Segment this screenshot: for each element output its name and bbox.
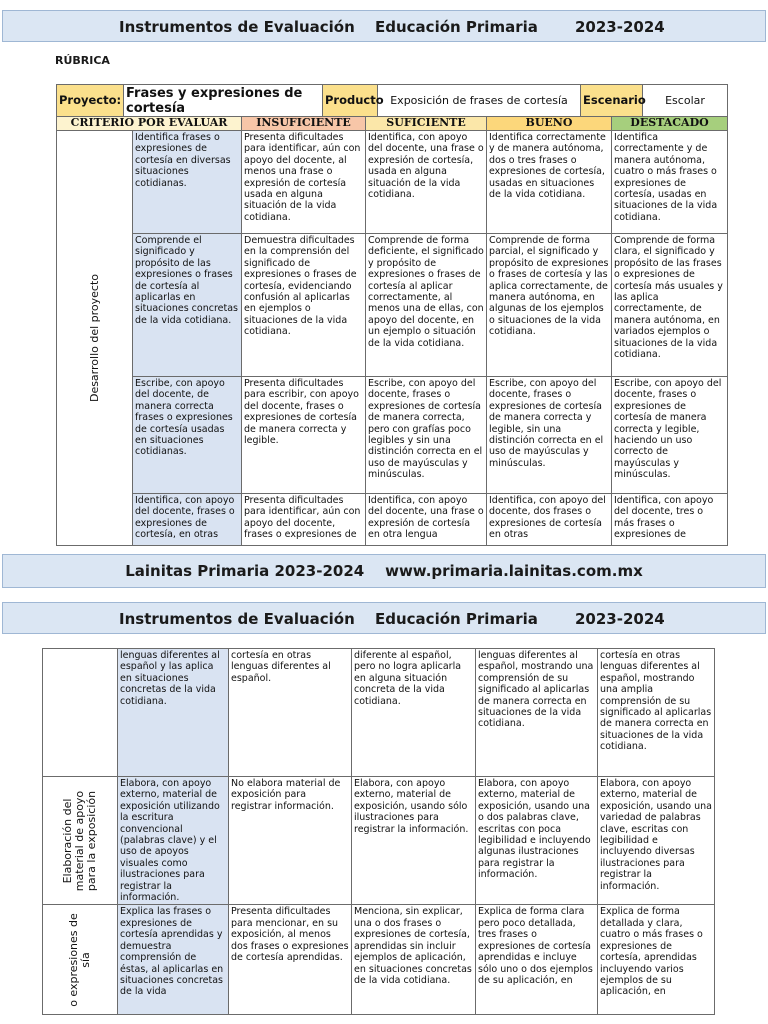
header-suficiente: SUFICIENTE [366, 117, 487, 131]
page-header [2, 10, 766, 42]
header-year: 2023-2024 [575, 18, 665, 36]
bueno-cell: Escribe, con apoyo del docente, frases o expresiones de cortesía de manera correcta y legible, sin una distinción correcta en el uso de mayúsculas y minúsculas. [487, 377, 612, 494]
bueno-cell: Elabora, con apoyo externo, material de exposición, usando una o dos palabras clave, escritas con poca legibilidad e incluyendo algunas ilustraciones para registrar la información. [476, 777, 598, 905]
rubric-table-page1 [56, 116, 728, 546]
criterio-cell: Explica las frases o expresiones de cortesía aprendidas y demuestra comprensión de éstas, al aplicarlas en situaciones concretas de la vida [118, 905, 229, 1015]
rubric-label: RÚBRICA [55, 54, 110, 67]
table-row [43, 649, 715, 777]
project-info-table [56, 84, 728, 118]
header-title: Instrumentos de Evaluación [119, 610, 355, 628]
destacado-cell: Identifica, con apoyo del docente, tres o más frases o expresiones de [612, 494, 728, 546]
destacado-cell: Explica de forma detallada y clara, cuatro o más frases o expresiones de cortesía, aprendidas incluyendo varios ejemplos de su aplicación, en [598, 905, 715, 1015]
header-level: Educación Primaria [375, 18, 538, 36]
insuficiente-cell: cortesía en otras lenguas diferentes al español. [229, 649, 352, 777]
insuficiente-cell: Presenta dificultades para identificar, aún con apoyo del docente, al menos una frase o expresión de cortesía usada en alguna situación de la vida cotidiana. [242, 131, 366, 234]
destacado-cell: Comprende de forma clara, el significado y propósito de las frases o expresiones de cortesía más usuales y las aplica correctamente, de manera autónoma, en variados ejemplos o situaciones de la vida cotidiana. [612, 234, 728, 377]
bueno-cell: Explica de forma clara pero poco detallada, tres frases o expresiones de cortesía aprendidas e incluye sólo uno o dos ejemplos de su aplicación, en [476, 905, 598, 1015]
suficiente-cell: Identifica, con apoyo del docente, una frase o expresión de cortesía en otra lengua [366, 494, 487, 546]
suficiente-cell: Elabora, con apoyo externo, material de exposición, usando sólo ilustraciones para registrar la información. [352, 777, 476, 905]
column-header-row [57, 117, 728, 131]
table-row [43, 905, 715, 1015]
suficiente-cell: diferente al español, pero no logra aplicarla en alguna situación concreta de la vida cotidiana. [352, 649, 476, 777]
header-destacado: DESTACADO [612, 117, 728, 131]
insuficiente-cell: No elabora material de exposición para registrar información. [229, 777, 352, 905]
criterio-cell: Elabora, con apoyo externo, material de exposición utilizando la escritura convencional (palabras clave) y el uso de apoyos visuales como ilustraciones para registrar la información. [118, 777, 229, 905]
header-title: Instrumentos de Evaluación [119, 18, 355, 36]
suficiente-cell: Comprende de forma deficiente, el significado y propósito de expresiones o frases de cortesía al aplicar correctamente, al menos una de ellas, con apoyo del docente, en un ejemplo o situación de la vida cotidiana. [366, 234, 487, 377]
producto-label: Producto [323, 85, 378, 118]
table-row [57, 234, 728, 377]
insuficiente-cell: Presenta dificultades para escribir, con apoyo del docente, frases o expresiones de cortesía de manera correcta y legible. [242, 377, 366, 494]
suficiente-cell: Escribe, con apoyo del docente, frases o expresiones de cortesía de manera correcta, pero con grafías poco legibles y sin una distinción correcta en el uso de mayúsculas y minúsculas. [366, 377, 487, 494]
section-label [57, 131, 133, 546]
criterio-cell: Identifica, con apoyo del docente, frases o expresiones de cortesía, en otras [133, 494, 242, 546]
criterio-cell: lenguas diferentes al español y las aplica en situaciones concretas de la vida cotidiana. [118, 649, 229, 777]
rubric-table-page2 [42, 648, 715, 1015]
header-year: 2023-2024 [575, 610, 665, 628]
bueno-cell: lenguas diferentes al español, mostrando una comprensión de su significado al aplicarlas de manera correcta en situaciones de la vida cotidiana. [476, 649, 598, 777]
header-bueno: BUENO [487, 117, 612, 131]
page-header [2, 602, 766, 634]
page-footer: Lainitas Primaria 2023-2024 www.primaria.lainitas.com.mx [2, 554, 766, 588]
bueno-cell: Identifica correctamente y de manera autónoma, dos o tres frases o expresiones de cortesía, usadas en situaciones de la vida cotidiana. [487, 131, 612, 234]
table-row [43, 777, 715, 905]
destacado-cell: Elabora, con apoyo externo, material de exposición, usando una variedad de palabras clave, escritas con legibilidad e incluyendo diversas ilustraciones para registrar la información. [598, 777, 715, 905]
table-row [57, 377, 728, 494]
section-text: Desarrollo del proyecto [87, 273, 101, 403]
destacado-cell: cortesía en otras lenguas diferentes al español, mostrando una amplia comprensión de su significado al aplicarlas de manera correcta en situaciones de la vida cotidiana. [598, 649, 715, 777]
section-label [43, 905, 118, 1015]
header-level: Educación Primaria [375, 610, 538, 628]
header-insuficiente: INSUFICIENTE [242, 117, 366, 131]
section-text: o expresiones de sía [67, 913, 92, 1007]
destacado-cell: Identifica correctamente y de manera autónoma, cuatro o más frases o expresiones de cortesía, usadas en situaciones de la vida cotidiana. [612, 131, 728, 234]
producto-value: Exposición de frases de cortesía [378, 85, 581, 118]
insuficiente-cell: Demuestra dificultades en la comprensión del significado de expresiones o frases de cortesía, evidenciando confusión al aplicarlas en ejemplos o situaciones de la vida cotidiana. [242, 234, 366, 377]
suficiente-cell: Menciona, sin explicar, una o dos frases o expresiones de cortesía, aprendidas sin incluir ejemplos de aplicación, en situaciones concretas de la vida cotidiana. [352, 905, 476, 1015]
section-text: Elaboración del material de apoyo para la exposición [61, 790, 98, 891]
insuficiente-cell: Presenta dificultades para mencionar, en su exposición, al menos dos frases o expresiones de cortesía aprendidas. [229, 905, 352, 1015]
proyecto-value: Frases y expresiones de cortesía [124, 85, 323, 118]
proyecto-label: Proyecto: [57, 85, 124, 118]
bueno-cell: Identifica, con apoyo del docente, dos frases o expresiones de cortesía en otras [487, 494, 612, 546]
table-row [57, 494, 728, 546]
criterio-cell: Comprende el significado y propósito de las expresiones o frases de cortesía al aplicarlas en situaciones concretas de la vida cotidiana. [133, 234, 242, 377]
criterio-cell: Escribe, con apoyo del docente, de manera correcta frases o expresiones de cortesía usadas en situaciones cotidianas. [133, 377, 242, 494]
suficiente-cell: Identifica, con apoyo del docente, una frase o expresión de cortesía, usada en alguna situación de la vida cotidiana. [366, 131, 487, 234]
header-criterio: CRITERIO POR EVALUAR [57, 117, 242, 131]
escenario-label: Escenario [581, 85, 643, 118]
table-row [57, 131, 728, 234]
escenario-value: Escolar [643, 85, 728, 118]
destacado-cell: Escribe, con apoyo del docente, frases o expresiones de cortesía de manera correcta y legible, haciendo un uso correcto de mayúsculas y minúsculas. [612, 377, 728, 494]
bueno-cell: Comprende de forma parcial, el significado y propósito de expresiones o frases de cortesía y las aplica correctamente, de manera autónoma, en algunas de los ejemplos o situaciones de la vida cotidiana. [487, 234, 612, 377]
section-label [43, 777, 118, 905]
insuficiente-cell: Presenta dificultades para identificar, aún con apoyo del docente, frases o expresiones de [242, 494, 366, 546]
criterio-cell: Identifica frases o expresiones de cortesía en diversas situaciones cotidianas. [133, 131, 242, 234]
section-label [43, 649, 118, 777]
